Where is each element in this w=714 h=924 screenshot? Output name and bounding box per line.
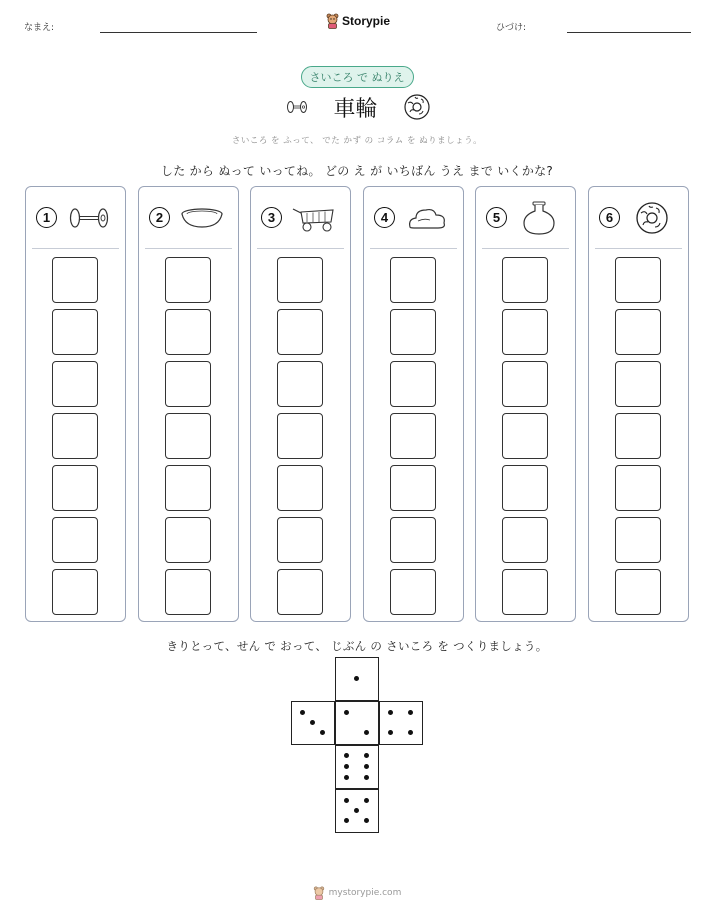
bear-mascot-icon bbox=[326, 13, 339, 29]
pip bbox=[408, 710, 413, 715]
dough-icon bbox=[404, 201, 450, 235]
footer-url[interactable]: mystorypie.com bbox=[328, 888, 402, 898]
pip bbox=[320, 730, 325, 735]
page-title: 車輪 bbox=[333, 96, 378, 122]
cut-instruction: きりとって、せん で おって、 じぶん の さいころ を つくりましょう。 bbox=[166, 639, 548, 653]
bear-mascot-icon bbox=[313, 886, 325, 900]
die-face-6 bbox=[335, 745, 379, 789]
pip bbox=[364, 818, 369, 823]
column-divider bbox=[257, 248, 344, 249]
column-4 bbox=[363, 186, 464, 622]
column-divider bbox=[595, 248, 682, 249]
column-divider bbox=[482, 248, 569, 249]
color-box[interactable] bbox=[165, 257, 211, 303]
die-face-1 bbox=[335, 657, 379, 701]
color-box[interactable] bbox=[52, 309, 98, 355]
pip bbox=[354, 808, 359, 813]
column-1 bbox=[25, 186, 126, 622]
color-box[interactable] bbox=[52, 413, 98, 459]
bowl-icon bbox=[179, 201, 225, 235]
die-face-2 bbox=[335, 701, 379, 745]
color-box[interactable] bbox=[165, 517, 211, 563]
pip bbox=[344, 775, 349, 780]
wagon-icon bbox=[291, 201, 337, 235]
color-box[interactable] bbox=[390, 257, 436, 303]
pip bbox=[344, 818, 349, 823]
column-divider bbox=[145, 248, 232, 249]
pip bbox=[300, 710, 305, 715]
date-line bbox=[567, 32, 691, 33]
color-box[interactable] bbox=[502, 309, 548, 355]
column-2 bbox=[138, 186, 239, 622]
color-box[interactable] bbox=[52, 517, 98, 563]
color-box[interactable] bbox=[390, 309, 436, 355]
color-box[interactable] bbox=[277, 257, 323, 303]
color-box[interactable] bbox=[390, 517, 436, 563]
subtitle: さいころ を ふって、 でた かず の コラム を ぬりましょう。 bbox=[231, 136, 483, 146]
activity-badge: さいころ で ぬりえ bbox=[301, 66, 414, 88]
color-box[interactable] bbox=[165, 465, 211, 511]
column-6 bbox=[588, 186, 689, 622]
pip bbox=[388, 710, 393, 715]
color-box[interactable] bbox=[615, 413, 661, 459]
pip bbox=[344, 764, 349, 769]
color-box[interactable] bbox=[502, 257, 548, 303]
pip bbox=[344, 710, 349, 715]
pip bbox=[364, 764, 369, 769]
column-number: 3 bbox=[261, 207, 282, 228]
color-box[interactable] bbox=[52, 257, 98, 303]
color-box[interactable] bbox=[52, 569, 98, 615]
die-face-3 bbox=[291, 701, 335, 745]
color-box[interactable] bbox=[165, 569, 211, 615]
color-box[interactable] bbox=[615, 309, 661, 355]
column-number: 6 bbox=[599, 207, 620, 228]
donut-icon bbox=[403, 93, 431, 121]
column-3 bbox=[250, 186, 351, 622]
name-label: なまえ: bbox=[24, 23, 55, 33]
color-box[interactable] bbox=[502, 413, 548, 459]
color-box[interactable] bbox=[502, 465, 548, 511]
donut-icon bbox=[629, 201, 675, 235]
date-label: ひづけ: bbox=[496, 23, 527, 33]
column-number: 4 bbox=[374, 207, 395, 228]
color-box[interactable] bbox=[277, 569, 323, 615]
color-box[interactable] bbox=[277, 413, 323, 459]
color-box[interactable] bbox=[615, 465, 661, 511]
color-box[interactable] bbox=[502, 517, 548, 563]
pip bbox=[364, 730, 369, 735]
color-box[interactable] bbox=[390, 413, 436, 459]
color-box[interactable] bbox=[52, 465, 98, 511]
column-5 bbox=[475, 186, 576, 622]
color-box[interactable] bbox=[615, 361, 661, 407]
column-number: 1 bbox=[36, 207, 57, 228]
vase-icon bbox=[516, 201, 562, 235]
brand-logo bbox=[326, 13, 390, 29]
color-box[interactable] bbox=[502, 569, 548, 615]
color-box[interactable] bbox=[390, 361, 436, 407]
color-box[interactable] bbox=[165, 413, 211, 459]
pip bbox=[344, 753, 349, 758]
die-face-5 bbox=[335, 789, 379, 833]
color-box[interactable] bbox=[615, 257, 661, 303]
pip bbox=[364, 775, 369, 780]
pip bbox=[344, 798, 349, 803]
footer bbox=[313, 886, 402, 900]
pip bbox=[408, 730, 413, 735]
color-box[interactable] bbox=[615, 569, 661, 615]
color-box[interactable] bbox=[277, 309, 323, 355]
pip bbox=[364, 798, 369, 803]
column-number: 2 bbox=[149, 207, 170, 228]
dumbbell-icon bbox=[66, 201, 112, 235]
brand-name: Storypie bbox=[342, 14, 391, 28]
pip bbox=[364, 753, 369, 758]
name-line bbox=[100, 32, 257, 33]
column-number: 5 bbox=[486, 207, 507, 228]
dumbbell-icon bbox=[286, 100, 308, 114]
color-box[interactable] bbox=[52, 361, 98, 407]
color-box[interactable] bbox=[390, 569, 436, 615]
pip bbox=[310, 720, 315, 725]
pip bbox=[388, 730, 393, 735]
die-face-4 bbox=[379, 701, 423, 745]
color-box[interactable] bbox=[390, 465, 436, 511]
column-divider bbox=[370, 248, 457, 249]
color-box[interactable] bbox=[165, 361, 211, 407]
color-box[interactable] bbox=[277, 361, 323, 407]
color-box[interactable] bbox=[502, 361, 548, 407]
color-box[interactable] bbox=[277, 465, 323, 511]
pip bbox=[354, 676, 359, 681]
color-box[interactable] bbox=[615, 517, 661, 563]
color-box[interactable] bbox=[277, 517, 323, 563]
instruction: した から ぬって いってね。 どの え が いちばん うえ まで いくかな? bbox=[160, 164, 554, 178]
color-box[interactable] bbox=[165, 309, 211, 355]
column-divider bbox=[32, 248, 119, 249]
